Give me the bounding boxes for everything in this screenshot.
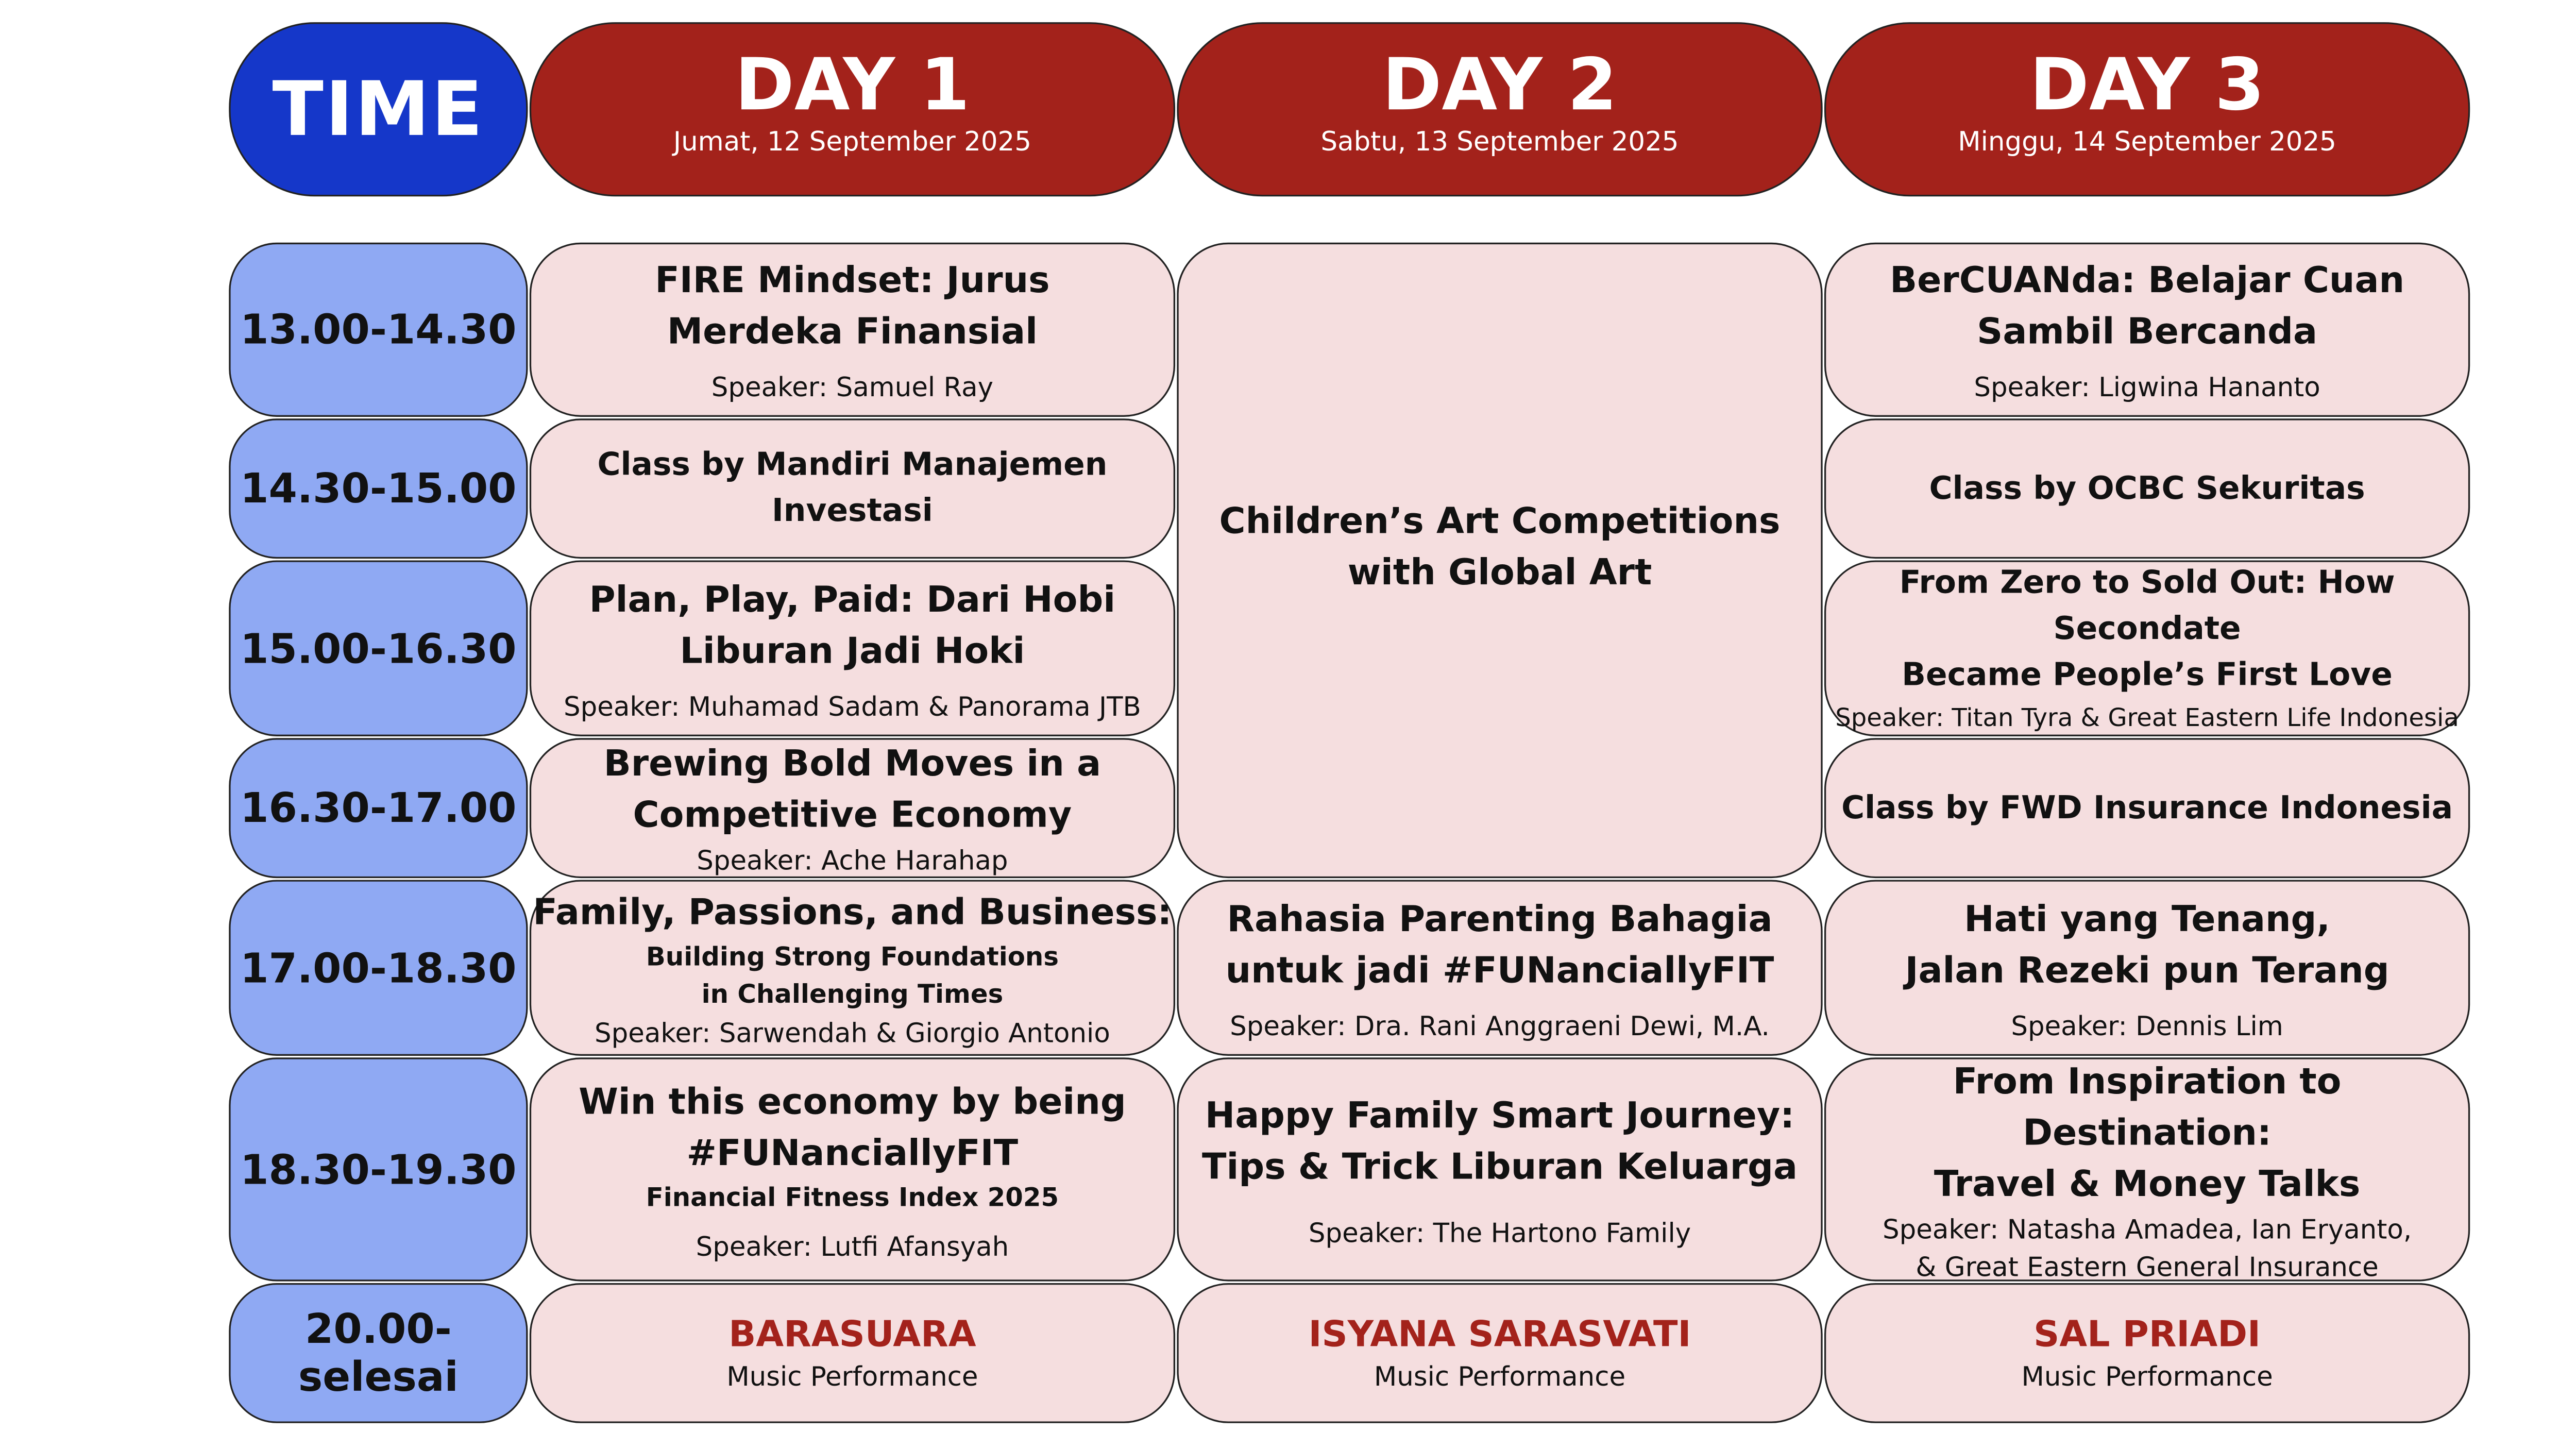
time-slot <box>229 418 528 559</box>
time-slot-label: 13.00-14.30 <box>240 306 517 354</box>
day-1-session-3 <box>530 560 1175 736</box>
session-title: Brewing Bold Moves in a <box>603 743 1101 784</box>
day-1-header <box>530 22 1175 196</box>
session-title: Plan, Play, Paid: Dari Hobi <box>589 578 1116 619</box>
time-slot-label: 15.00-16.30 <box>240 624 517 672</box>
session-subtitle: in Challenging Times <box>701 978 1004 1009</box>
session-speaker: Speaker: Dra. Rani Anggraeni Dewi, M.A. <box>1230 1010 1770 1041</box>
day-1-performance <box>530 1283 1175 1423</box>
session-title: Children’s Art Competitions <box>1219 500 1781 542</box>
time-slot-label: 20.00-selesai <box>298 1305 459 1401</box>
day-3-performance <box>1824 1283 2470 1423</box>
time-slot <box>229 738 528 878</box>
day-3-session-1 <box>1824 243 2470 417</box>
day-3-session-4 <box>1824 738 2470 878</box>
session-title: Win this economy by being <box>579 1081 1126 1122</box>
session-speaker: Speaker: Samuel Ray <box>711 372 994 403</box>
session-title: Jalan Rezeki pun Terang <box>1905 949 2389 990</box>
session-title: Became People’s First Love <box>1902 658 2393 694</box>
session-title: untuk jadi #FUNanciallyFIT <box>1225 949 1774 990</box>
session-title: Merdeka Finansial <box>667 311 1038 352</box>
day-3-session-3 <box>1824 560 2470 736</box>
session-speaker: Speaker: Sarwendah & Giorgio Antonio <box>595 1017 1110 1049</box>
day-2-session-6 <box>1177 1057 1822 1281</box>
performer-name: BARASUARA <box>728 1313 976 1355</box>
day-1-session-4 <box>530 738 1175 878</box>
session-subtitle: Building Strong Foundations <box>646 940 1059 971</box>
day-1-date: Jumat, 12 September 2025 <box>673 126 1031 158</box>
session-title: Hati yang Tenang, <box>1964 898 2330 939</box>
performance-type: Music Performance <box>2021 1361 2273 1393</box>
session-title: From Zero to Sold Out: How Secondate <box>1899 565 2395 648</box>
performance-type: Music Performance <box>726 1361 978 1393</box>
session-title: Family, Passions, and Business: <box>533 891 1172 932</box>
session-title: FIRE Mindset: Jurus <box>655 259 1050 301</box>
session-title: Competitive Economy <box>633 794 1072 836</box>
session-title: Sambil Bercanda <box>1977 311 2317 352</box>
time-slot-label: 14.30-15.00 <box>240 464 517 513</box>
day-1-session-2 <box>530 418 1175 559</box>
session-title: Rahasia Parenting Bahagia <box>1227 898 1773 939</box>
day-3-header <box>1824 22 2470 196</box>
performer-name: ISYANA SARASVATI <box>1308 1313 1691 1355</box>
time-slot <box>229 1057 528 1281</box>
session-speaker: & Great Eastern General Insurance <box>1916 1251 2379 1283</box>
session-title: BerCUANda: Belajar Cuan <box>1890 259 2405 301</box>
session-title: Happy Family Smart Journey: <box>1205 1094 1795 1136</box>
day-1-session-6 <box>530 1057 1175 1281</box>
session-title: #FUNanciallyFIT <box>686 1132 1019 1173</box>
session-title: Liburan Jadi Hoki <box>680 629 1025 671</box>
performer-name: SAL PRIADI <box>2033 1313 2261 1355</box>
session-speaker: Speaker: Muhamad Sadam & Panorama JTB <box>564 691 1141 722</box>
day-3-session-2 <box>1824 418 2470 559</box>
session-speaker: Speaker: Ligwina Hananto <box>1974 372 2320 403</box>
time-header <box>229 22 528 196</box>
performance-type: Music Performance <box>1374 1361 1626 1393</box>
day-2-session-1 <box>1177 243 1822 878</box>
session-subtitle: Financial Fitness Index 2025 <box>646 1181 1059 1212</box>
day-1-session-5 <box>530 880 1175 1055</box>
session-speaker: Speaker: Natasha Amadea, Ian Eryanto, <box>1882 1214 2412 1245</box>
session-title: Class by FWD Insurance Indonesia <box>1841 790 2453 827</box>
day-2-header <box>1177 22 1822 196</box>
session-speaker: Speaker: Dennis Lim <box>2011 1010 2283 1041</box>
session-title: Tips & Trick Liburan Keluarga <box>1201 1145 1798 1187</box>
day-1-label: DAY 1 <box>735 42 970 127</box>
session-title: Class by OCBC Sekuritas <box>1929 470 2365 507</box>
time-header-label: TIME <box>272 65 485 153</box>
session-speaker: Speaker: Lutfi Afansyah <box>696 1231 1009 1262</box>
session-title: Class by Mandiri Manajemen Investasi <box>597 447 1108 530</box>
time-slot-label: 16.30-17.00 <box>240 784 517 832</box>
day-2-performance <box>1177 1283 1822 1423</box>
time-slot <box>229 1283 528 1423</box>
session-speaker: Speaker: Titan Tyra & Great Eastern Life Indonesia <box>1835 705 2459 733</box>
day-2-session-5 <box>1177 880 1822 1055</box>
time-slot-label: 17.00-18.30 <box>240 944 517 992</box>
day-3-session-5 <box>1824 880 2470 1055</box>
day-3-date: Minggu, 14 September 2025 <box>1958 126 2336 158</box>
time-slot <box>229 560 528 736</box>
session-title: Travel & Money Talks <box>1934 1163 2361 1204</box>
time-slot-label: 18.30-19.30 <box>240 1145 517 1193</box>
day-3-label: DAY 3 <box>2029 42 2265 127</box>
session-speaker: Speaker: Ache Harahap <box>697 846 1008 877</box>
time-slot <box>229 880 528 1055</box>
session-title: with Global Art <box>1347 551 1652 593</box>
session-speaker: Speaker: The Hartono Family <box>1308 1217 1691 1248</box>
day-2-label: DAY 2 <box>1382 42 1618 127</box>
day-3-session-6 <box>1824 1057 2470 1281</box>
day-2-date: Sabtu, 13 September 2025 <box>1320 126 1679 158</box>
session-title: From Inspiration to Destination: <box>1953 1060 2342 1153</box>
time-slot <box>229 243 528 417</box>
day-1-session-1 <box>530 243 1175 417</box>
